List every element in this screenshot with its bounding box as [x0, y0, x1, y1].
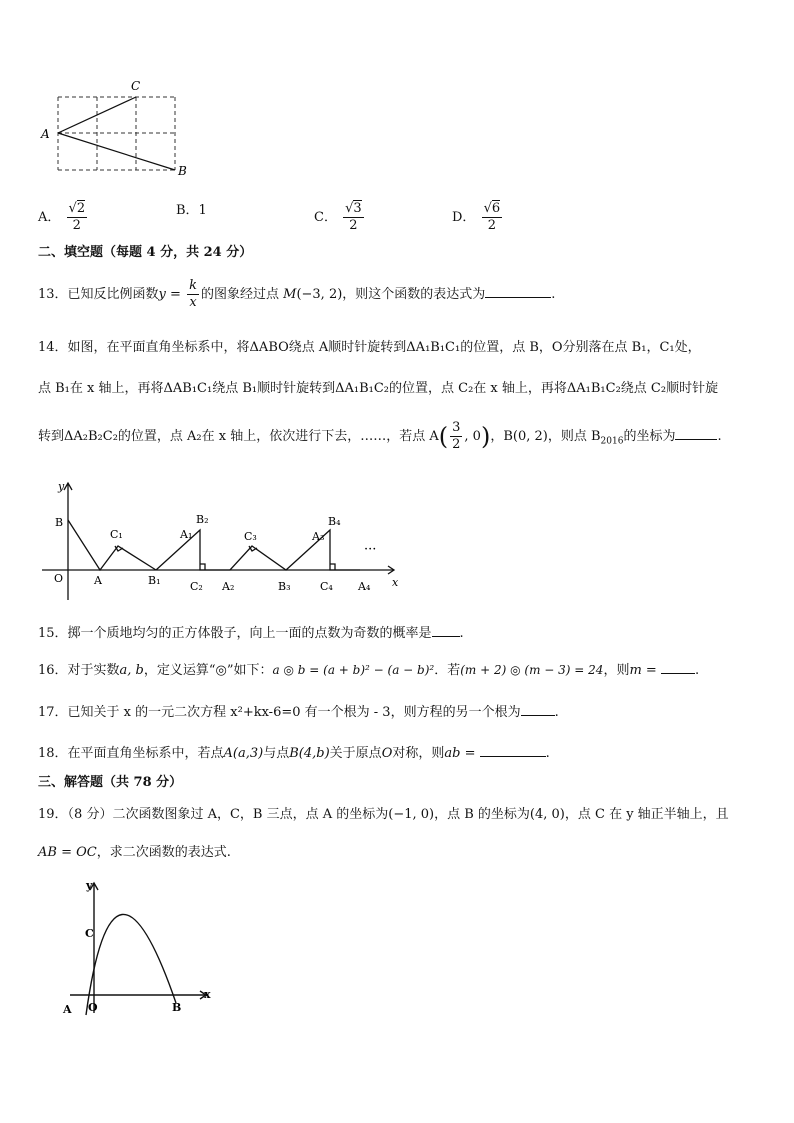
ellipsis: ··· — [364, 542, 377, 557]
answer-blank-14 — [675, 425, 717, 440]
question-15: 15．掷一个质地均匀的正方体骰子，向上一面的点数为奇数的概率是 . — [38, 622, 464, 644]
answer-blank-16 — [661, 659, 695, 674]
question-18: 18．在平面直角坐标系中，若点A(a,3)与点B(4,b)关于原点O对称，则ab = . — [38, 742, 550, 764]
c1-label: C₁ — [110, 528, 123, 541]
answer-blank-17 — [521, 701, 555, 716]
option-c: C． $\frac{√3}{2}$ — [314, 201, 362, 233]
a-label: A — [94, 574, 102, 587]
option-b: B．1 — [176, 203, 207, 218]
rotation-figure — [38, 478, 410, 603]
c-label-q19: C — [85, 927, 94, 940]
question-19-line-1: 19．（8 分）二次函数图象过 A，C，B 三点，点 A 的坐标为(−1, 0)，点 B 的坐标为(4, 0)，点 C 在 y 轴正半轴上，且 — [38, 807, 729, 822]
x-axis-label-q19: x — [204, 988, 211, 1001]
point-a-label: A — [41, 127, 50, 141]
b4-label: B₄ — [328, 515, 341, 528]
answer-blank-15 — [432, 622, 460, 637]
point-b-label: B — [178, 164, 187, 178]
answer-blank-18 — [480, 742, 546, 757]
option-a: A． $\frac{√2}{2}$ — [38, 201, 86, 233]
section-2-heading: 二、填空题（每题 4 分，共 24 分） — [38, 245, 253, 260]
question-16: 16．对于实数a, b，定义运算“◎”如下：a ◎ b = (a + b)² − (a − b)²．若(m + 2) ◎ (m − 3) = 24，则m = . — [38, 659, 699, 681]
grid-triangle-figure — [30, 75, 200, 180]
b-label: B — [55, 516, 64, 529]
b3-label: B₃ — [278, 580, 291, 593]
question-17: 17．已知关于 x 的一元二次方程 x²+kx-6=0 有一个根为 - 3，则方程的另一个根为 . — [38, 701, 559, 723]
y-axis-label-q19: y — [86, 879, 93, 892]
y-axis-label: y — [58, 480, 65, 493]
c2-label: C₂ — [190, 580, 203, 593]
section-3-heading: 三、解答题（共 78 分） — [38, 775, 183, 790]
x-axis-label: x — [392, 576, 399, 589]
question-14-line-3: 转到ΔA₂B₂C₂的位置，点 A₂在 x 轴上，依次进行下去，……，若点 A( $\frac{3}{2}$ , 0)，B(0, 2)，则点 $B_{2016}$的坐标为 . — [38, 420, 722, 452]
option-d: D． $\frac{√6}{2}$ — [452, 201, 501, 233]
question-14-line-1: 14．如图，在平面直角坐标系中，将ΔABO绕点 A顺时针旋转到ΔA₁B₁C₁的位置，点 B，O分别落在点 B₁，C₁处， — [38, 340, 701, 355]
b-label-q19: B — [172, 1001, 182, 1014]
question-19-line-2: AB = OC，求二次函数的表达式. — [38, 845, 231, 860]
a1-label: A₁ — [180, 528, 193, 541]
a-label-q19: A — [63, 1003, 72, 1016]
b2-label: B₂ — [196, 513, 209, 526]
a3-label: A₃ — [312, 530, 325, 543]
answer-blank-13 — [485, 283, 551, 298]
c4-label: C₄ — [320, 580, 333, 593]
parabola-figure — [58, 875, 218, 1020]
question-14-line-2: 点 B₁在 x 轴上，再将ΔAB₁C₁绕点 B₁顺时针旋转到ΔA₁B₁C₂的位置，点 C₂在 x 轴上，再将ΔA₁B₁C₂绕点 C₂顺时针旋 — [38, 381, 719, 396]
origin-label: O — [54, 572, 64, 585]
point-c-label: C — [131, 79, 141, 93]
question-13: 13．已知反比例函数y = $\frac{k}{x}$ 的图象经过点 M(−3, 2)，则这个函数的表达式为 . — [38, 278, 556, 310]
c3-label: C₃ — [244, 530, 257, 543]
b1-label: B₁ — [148, 574, 161, 587]
a2-label: A₂ — [222, 580, 235, 593]
a4-label: A₄ — [358, 580, 371, 593]
o-label-q19: O — [88, 1001, 98, 1014]
